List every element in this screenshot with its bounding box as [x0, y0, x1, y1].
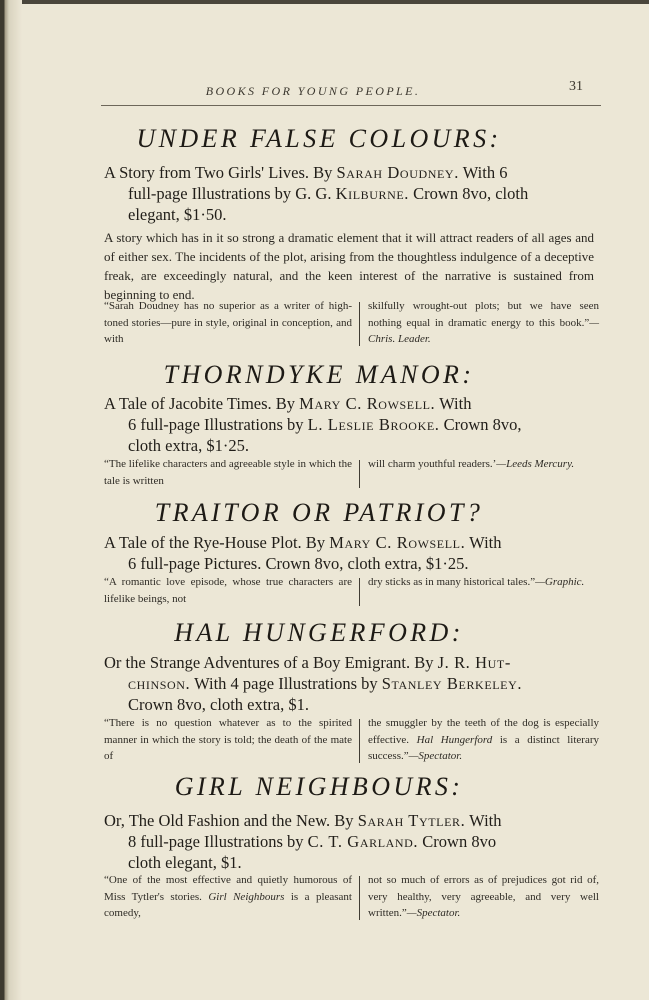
review-left-column: “A romantic love episode, whose true characters are lifelike beings, not [104, 576, 352, 605]
desc-text: 8 full-page Illustrations by [128, 832, 308, 851]
page-number: 31 [569, 79, 583, 94]
desc-line: 6 full-page Pictures. Crown 8vo, cloth extra, $1·25. [128, 554, 469, 573]
desc-line: Crown 8vo, cloth extra, $1. [128, 695, 310, 714]
book-title-reference: Hal Hungerford [416, 733, 493, 746]
desc-line [104, 414, 594, 435]
desc-line: elegant, $1·50. [128, 205, 227, 224]
review-source: —Graphic. [535, 576, 585, 588]
desc-text: A Story from Two Girls' Lives. By [104, 163, 337, 182]
book-title: UNDER FALSE COLOURS: [136, 124, 502, 153]
review-right-column [368, 715, 599, 765]
column-separator [359, 719, 360, 763]
review-text: will charm youthful readers.’ [368, 458, 497, 470]
desc-line [104, 673, 594, 694]
book-description [104, 810, 594, 873]
book-title: THORNDYKE MANOR: [163, 360, 475, 389]
desc-text: Crown 8vo, [439, 415, 522, 434]
book-spine-shadow [0, 0, 22, 1000]
desc-text: With [465, 533, 502, 552]
header-rule [101, 105, 601, 106]
running-head: BOOKS FOR YOUNG PEOPLE. [205, 84, 421, 98]
desc-line [104, 533, 502, 552]
review-source: —Leeds Mercury. [496, 458, 575, 470]
review-text: dry sticks as in many historical tales.” [368, 576, 536, 588]
desc-line [104, 831, 594, 852]
review-source: —Spectator. [406, 907, 461, 919]
author-name: chinson. [128, 674, 191, 693]
book-title: TRAITOR OR PATRIOT? [154, 498, 484, 527]
review-left-column [104, 872, 352, 922]
review-right-column [368, 872, 599, 922]
desc-text: With 4 page Illustrations by [190, 674, 382, 693]
book-title: GIRL NEIGHBOURS: [174, 772, 464, 801]
desc-text: full-page Illustrations by G. G. [128, 184, 336, 203]
desc-text: With 6 [458, 163, 508, 182]
catalogue-page [24, 0, 649, 1000]
book-description [104, 652, 594, 715]
book-description [104, 393, 594, 456]
book-description [104, 532, 594, 574]
column-separator [359, 460, 360, 488]
review-right-column [368, 456, 599, 473]
review-source: —Chris. Leader. [368, 316, 599, 345]
desc-text: With [465, 811, 502, 830]
review-text: is a pleasant comedy, [104, 890, 352, 919]
review-source: —Spectator. [408, 750, 463, 762]
press-review [104, 456, 599, 490]
book-title-reference: Girl Neighbours [208, 890, 285, 903]
desc-line [104, 183, 594, 204]
desc-text: With [435, 394, 472, 413]
desc-text: 6 full-page Illustrations by [128, 415, 308, 434]
author-name: Mary C. Rowsell. [329, 533, 466, 552]
press-review [104, 298, 599, 348]
author-name: Sarah Doudney. [336, 163, 459, 182]
desc-line: cloth extra, $1·25. [128, 436, 249, 455]
review-text: the smuggler by the teeth of the dog is especially effective. [368, 717, 599, 746]
column-separator [359, 302, 360, 346]
desc-text: Crown 8vo [418, 832, 497, 851]
illustrator-name: L. Leslie Brooke. [307, 415, 440, 434]
desc-text: Or, The Old Fashion and the New. By [104, 811, 358, 830]
press-review [104, 872, 599, 922]
press-review [104, 574, 599, 608]
book-blurb: A story which has in it so strong a dramatic element that it will attract readers of all ages and of either sex. The incidents of the plot, arising from the thoughtless indulgence of a deceptive freak, are exceedingly natural, and the keen interest of the narrative is sustained from beginning to end. [104, 230, 594, 302]
review-left-column: “There is no question whatever as to the spirited manner in which the story is told; the death of the mate of [104, 717, 352, 762]
desc-text: A Tale of Jacobite Times. By [104, 394, 300, 413]
desc-text: Or the Strange Adventures of a Boy Emigrant. By [104, 653, 438, 672]
review-left-column: “Sarah Doudney has no superior as a writer of high-toned stories—pure in style, original in conception, and with [104, 300, 352, 345]
desc-text: A Tale of the Rye-House Plot. By [104, 533, 330, 552]
book-description [104, 162, 594, 225]
desc-line: cloth elegant, $1. [128, 853, 242, 872]
illustrator-name: Kilburne. [335, 184, 410, 203]
illustrator-name: Stanley Berkeley. [381, 674, 523, 693]
author-name: Sarah Tytler. [357, 811, 466, 830]
book-title: HAL HUNGERFORD: [174, 618, 464, 647]
review-text: is a distinct literary success.” [368, 733, 599, 762]
desc-line [104, 653, 511, 672]
press-review [104, 715, 599, 765]
review-left-column: “The lifelike characters and agreeable style in which the tale is written [104, 458, 352, 487]
desc-line [104, 163, 507, 182]
column-separator [359, 876, 360, 920]
illustrator-name: C. T. Garland. [307, 832, 419, 851]
review-right-column [368, 574, 599, 591]
desc-text: Crown 8vo, cloth [409, 184, 529, 203]
column-separator [359, 578, 360, 606]
review-right-column [368, 298, 599, 348]
review-text: not so much of errors as of prejudices got rid of, very healthy, very agreeable, and very well written.” [368, 874, 599, 919]
author-name: Mary C. Rowsell. [299, 394, 436, 413]
desc-line [104, 811, 502, 830]
review-text: “One of the most effective and quietly humorous of Miss Tytler's stories. [104, 874, 352, 903]
desc-line [104, 394, 471, 413]
review-text: skilfully wrought-out plots; but we have seen nothing equal in dramatic energy to this book.” [368, 300, 599, 329]
author-name: J. R. Hut- [437, 653, 511, 672]
